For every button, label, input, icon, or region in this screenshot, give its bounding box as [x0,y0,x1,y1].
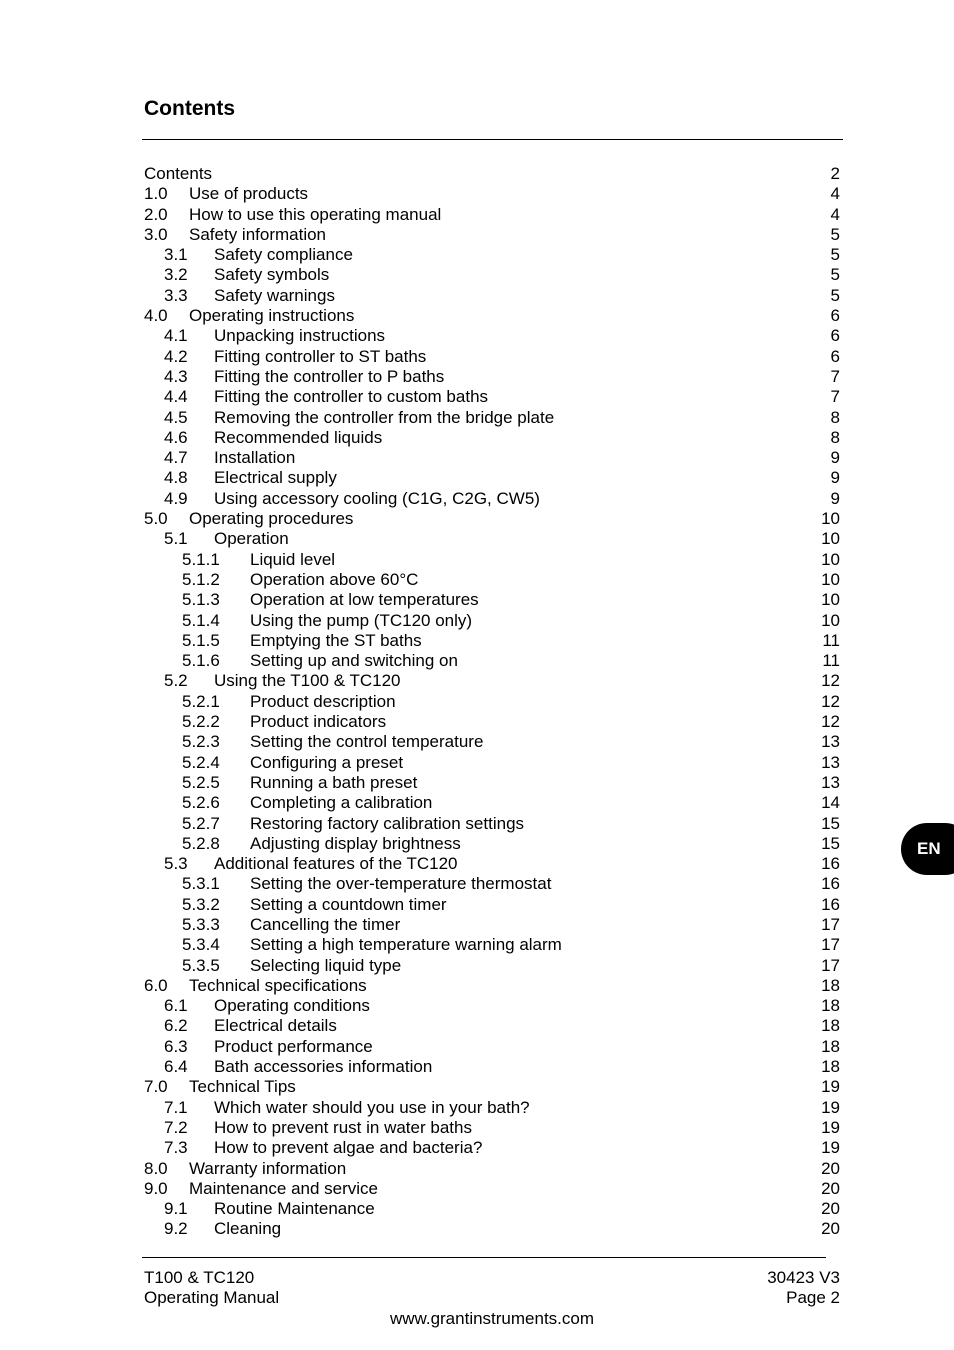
toc-entry-title: Adjusting display brightness [250,833,461,853]
toc-entry-number: 6.4 [164,1057,188,1077]
toc-entry-number: 3.2 [164,265,188,285]
toc-entry-title: Setting a countdown timer [250,894,447,914]
toc-entry-number: 6.3 [164,1036,188,1056]
toc-entry[interactable] [144,448,840,468]
toc-entry-number: 5.1.1 [182,549,220,569]
toc-entry-title: Selecting liquid type [250,955,402,975]
toc-entry[interactable] [144,550,840,570]
toc-entry-page: 19 [821,1138,840,1158]
toc-entry-page: 11 [822,651,840,671]
toc-entry-number: 5.3.5 [182,955,220,975]
toc-entry-number: 5.3 [164,854,188,874]
toc-entry-number: 9.0 [144,1178,168,1198]
toc-entry-title: Product description [250,691,396,711]
toc-entry-page: 11 [822,630,840,650]
toc-entry[interactable] [144,611,840,631]
toc-entry-page: 5 [830,245,840,265]
toc-entry-page: 15 [821,813,840,833]
toc-entry-page: 18 [821,975,840,995]
footer-divider [142,1257,826,1258]
toc-entry-title: Safety warnings [214,285,335,305]
toc-entry-number: 5.1.2 [182,569,220,589]
toc-entry[interactable] [144,935,840,955]
toc-entry[interactable] [144,915,840,935]
toc-entry-page: 2 [830,164,840,183]
toc-entry-number: 5.2.4 [182,752,220,772]
footer-product-name: T100 & TC120 [144,1268,255,1287]
toc-entry-number: 5.2.3 [182,732,220,752]
toc-entry-page: 10 [821,590,840,610]
toc-entry[interactable] [144,1159,840,1179]
toc-entry-number: 6.1 [164,996,188,1016]
language-tab[interactable]: EN [901,823,954,875]
toc-entry-page: 5 [830,265,840,285]
toc-entry-title: Cancelling the timer [250,914,401,934]
toc-entry-title: Configuring a preset [250,752,404,772]
toc-entry-number: 5.2.8 [182,833,220,853]
toc-entry-number: 6.2 [164,1016,188,1036]
toc-entry-number: 5.3.1 [182,874,220,894]
toc-entry-page: 20 [821,1158,840,1178]
toc-entry-page: 19 [821,1077,840,1097]
toc-entry-number: 5.1.3 [182,590,220,610]
toc-entry-number: 5.1.6 [182,651,220,671]
toc-entry[interactable] [144,1077,840,1097]
toc-entry-title: Product performance [214,1036,373,1056]
toc-entry-title: Completing a calibration [250,793,433,813]
toc-entry[interactable] [144,367,840,387]
toc-entry-title: Safety compliance [214,245,353,265]
toc-entry-page: 6 [830,346,840,366]
toc-entry-number: 3.1 [164,245,188,265]
toc-entry-number: 5.2.6 [182,793,220,813]
footer-doc-info [767,1268,840,1308]
toc-entry-number: 4.9 [164,488,188,508]
toc-entry-page: 5 [830,285,840,305]
toc-entry-title: Routine Maintenance [214,1199,375,1219]
toc-entry[interactable] [144,408,840,428]
table-of-contents [144,164,840,1240]
toc-entry[interactable] [144,509,840,529]
toc-entry[interactable] [144,1016,840,1036]
toc-entry[interactable] [144,489,840,509]
toc-entry-page: 18 [821,1036,840,1056]
toc-entry[interactable] [144,1199,840,1219]
toc-entry-page: 10 [821,569,840,589]
toc-entry-page: 15 [821,833,840,853]
toc-entry-number: 5.1.4 [182,610,220,630]
toc-entry[interactable] [144,793,840,813]
toc-entry-number: 3.0 [144,224,168,244]
toc-entry[interactable] [144,1037,840,1057]
toc-entry-number: 3.3 [164,285,188,305]
footer-product-info [144,1268,279,1308]
toc-entry-number: 4.5 [164,407,188,427]
toc-entry[interactable] [144,814,840,834]
toc-entry-page: 16 [821,874,840,894]
toc-entry-page: 13 [821,752,840,772]
toc-entry[interactable] [144,1057,840,1077]
toc-entry[interactable] [144,326,840,346]
toc-entry-page: 19 [821,1117,840,1137]
toc-entry-page: 17 [821,935,840,955]
toc-entry-number: 5.0 [144,509,168,529]
toc-entry-page: 13 [821,772,840,792]
toc-entry-title: Removing the controller from the bridge plate [214,407,555,427]
toc-entry-page: 18 [821,1016,840,1036]
toc-entry-number: 5.2.2 [182,712,220,732]
toc-entry[interactable] [144,671,840,691]
toc-entry-number: 7.2 [164,1117,188,1137]
toc-entry[interactable] [144,529,840,549]
footer-website-link[interactable]: www.grantinstruments.com [389,1309,595,1328]
toc-entry-page: 12 [821,691,840,711]
toc-entry[interactable] [144,1098,840,1118]
toc-entry[interactable] [144,1179,840,1199]
toc-entry[interactable] [144,428,840,448]
toc-entry-number: 9.2 [164,1219,188,1239]
toc-entry-number: 1.0 [144,184,168,204]
toc-entry-title: How to use this operating manual [189,204,442,224]
toc-entry[interactable] [144,631,840,651]
toc-entry-page: 7 [830,387,840,407]
toc-entry-page: 7 [830,366,840,386]
toc-entry-page: 5 [830,224,840,244]
toc-entry-number: 4.6 [164,427,188,447]
toc-entry-title: Setting a high temperature warning alarm [250,935,562,955]
toc-entry-page: 10 [821,610,840,630]
toc-entry-title: Running a bath preset [250,772,418,792]
toc-entry-title: Operating conditions [214,996,370,1016]
toc-entry-page: 14 [821,793,840,813]
toc-entry[interactable] [144,651,840,671]
toc-entry-title: Use of products [189,184,309,204]
toc-entry-page: 6 [830,326,840,346]
toc-entry[interactable] [144,306,840,326]
toc-entry-page: 9 [830,468,840,488]
toc-entry-title: Emptying the ST baths [250,630,422,650]
toc-entry-title: Safety information [189,224,327,244]
toc-entry[interactable] [144,956,840,976]
toc-entry-number: 5.3.3 [182,914,220,934]
toc-entry-number: Contents [144,164,213,183]
footer-page-number: Page 2 [786,1288,840,1307]
toc-entry[interactable] [144,164,840,184]
toc-entry[interactable] [144,732,840,752]
toc-entry-title: Setting up and switching on [250,651,458,671]
toc-entry-page: 18 [821,996,840,1016]
toc-entry-page: 8 [830,427,840,447]
toc-entry-page: 16 [821,894,840,914]
toc-entry-title: Installation [214,448,296,468]
toc-entry-number: 7.0 [144,1077,168,1097]
toc-entry-page: 18 [821,1057,840,1077]
toc-entry-title: Using the T100 & TC120 [214,671,401,691]
toc-entry[interactable] [144,225,840,245]
toc-entry-page: 20 [821,1219,840,1239]
header-divider [142,139,843,140]
toc-entry-title: Fitting the controller to P baths [214,366,445,386]
toc-entry-number: 8.0 [144,1158,168,1178]
toc-entry-number: 4.0 [144,306,168,326]
toc-entry-title: Warranty information [189,1158,347,1178]
toc-entry-title: Setting the over-temperature thermostat [250,874,552,894]
toc-entry[interactable] [144,1118,840,1138]
toc-entry[interactable] [144,854,840,874]
toc-entry-title: Technical specifications [189,975,367,995]
toc-entry[interactable] [144,712,840,732]
toc-entry-number: 5.2.1 [182,691,220,711]
footer-manual-name: Operating Manual [144,1288,280,1307]
toc-entry-number: 7.1 [164,1097,188,1117]
toc-entry-page: 8 [830,407,840,427]
toc-entry-page: 9 [830,488,840,508]
toc-entry-number: 5.3.2 [182,894,220,914]
toc-entry-number: 4.2 [164,346,188,366]
toc-entry[interactable] [144,773,840,793]
toc-entry[interactable] [144,245,840,265]
toc-entry-title: Liquid level [250,549,336,569]
toc-entry[interactable] [144,387,840,407]
toc-entry[interactable] [144,265,840,285]
toc-entry-title: Electrical supply [214,468,337,488]
toc-entry-title: Additional features of the TC120 [214,854,458,874]
toc-entry-title: Cleaning [214,1219,282,1239]
toc-entry-title: Bath accessories information [214,1057,433,1077]
toc-entry-title: Maintenance and service [189,1178,379,1198]
toc-entry-title: Setting the control temperature [250,732,484,752]
toc-entry[interactable] [144,590,840,610]
toc-entry-number: 4.8 [164,468,188,488]
toc-entry-page: 20 [821,1199,840,1219]
toc-entry[interactable] [144,996,840,1016]
toc-entry-title: How to prevent algae and bacteria? [214,1138,483,1158]
toc-entry-title: Unpacking instructions [214,326,386,346]
toc-entry-number: 5.2 [164,671,188,691]
toc-entry-page: 12 [821,712,840,732]
toc-entry-number: 5.3.4 [182,935,220,955]
toc-entry-number: 5.2.5 [182,772,220,792]
toc-entry-page: 6 [830,306,840,326]
toc-entry-title: Fitting the controller to custom baths [214,387,489,407]
toc-entry-title: Operating procedures [189,509,354,529]
toc-entry-number: 4.7 [164,448,188,468]
toc-entry-page: 17 [821,955,840,975]
toc-entry-title: Operation above 60°C [250,569,419,589]
toc-entry-number: 5.1 [164,529,188,549]
toc-entry[interactable] [144,692,840,712]
toc-entry-number: 5.1.5 [182,630,220,650]
toc-entry-number: 4.1 [164,326,188,346]
toc-entry-title: Restoring factory calibration settings [250,813,525,833]
toc-entry[interactable] [144,468,840,488]
toc-entry-title: Electrical details [214,1016,337,1036]
toc-entry-page: 13 [821,732,840,752]
page-title: Contents [144,97,235,120]
toc-entry[interactable] [144,753,840,773]
toc-entry-number: 9.1 [164,1199,188,1219]
toc-entry-title: How to prevent rust in water baths [214,1117,472,1137]
toc-entry-page: 4 [830,204,840,224]
toc-entry[interactable] [144,874,840,894]
toc-entry-page: 17 [821,914,840,934]
toc-entry-title: Using accessory cooling (C1G, C2G, CW5) [214,488,540,508]
toc-entry-page: 10 [821,549,840,569]
toc-entry[interactable] [144,347,840,367]
toc-entry-number: 7.3 [164,1138,188,1158]
toc-entry-page: 10 [821,529,840,549]
toc-entry-title: Using the pump (TC120 only) [250,610,473,630]
toc-entry[interactable] [144,976,840,996]
toc-entry-title: Technical Tips [189,1077,296,1097]
toc-entry[interactable] [144,1219,840,1239]
toc-entry-number: 4.3 [164,366,188,386]
toc-entry-title: Operation at low temperatures [250,590,479,610]
toc-entry[interactable] [144,834,840,854]
toc-entry[interactable] [144,286,840,306]
footer-doc-code: 30423 V3 [767,1268,840,1287]
toc-entry-title: Product indicators [250,712,387,732]
toc-entry-number: 5.2.7 [182,813,220,833]
toc-entry[interactable] [144,184,840,204]
toc-entry-number: 2.0 [144,204,168,224]
toc-entry-title: Which water should you use in your bath? [214,1097,530,1117]
toc-entry-title: Operating instructions [189,306,355,326]
toc-entry[interactable] [144,205,840,225]
toc-entry-page: 4 [830,184,840,204]
toc-entry-page: 20 [821,1178,840,1198]
toc-entry-page: 10 [821,509,840,529]
toc-entry-page: 19 [821,1097,840,1117]
toc-entry-title: Safety symbols [214,265,330,285]
toc-entry-title: Operation [214,529,289,549]
toc-entry-number: 6.0 [144,975,168,995]
toc-entry-number: 4.4 [164,387,188,407]
toc-entry-title: Fitting controller to ST baths [214,346,427,366]
toc-entry-page: 12 [821,671,840,691]
toc-entry-page: 9 [830,448,840,468]
toc-entry-title: Recommended liquids [214,427,383,447]
toc-entry-page: 16 [821,854,840,874]
toc-entry[interactable] [144,570,840,590]
toc-entry[interactable] [144,1138,840,1158]
toc-entry[interactable] [144,895,840,915]
